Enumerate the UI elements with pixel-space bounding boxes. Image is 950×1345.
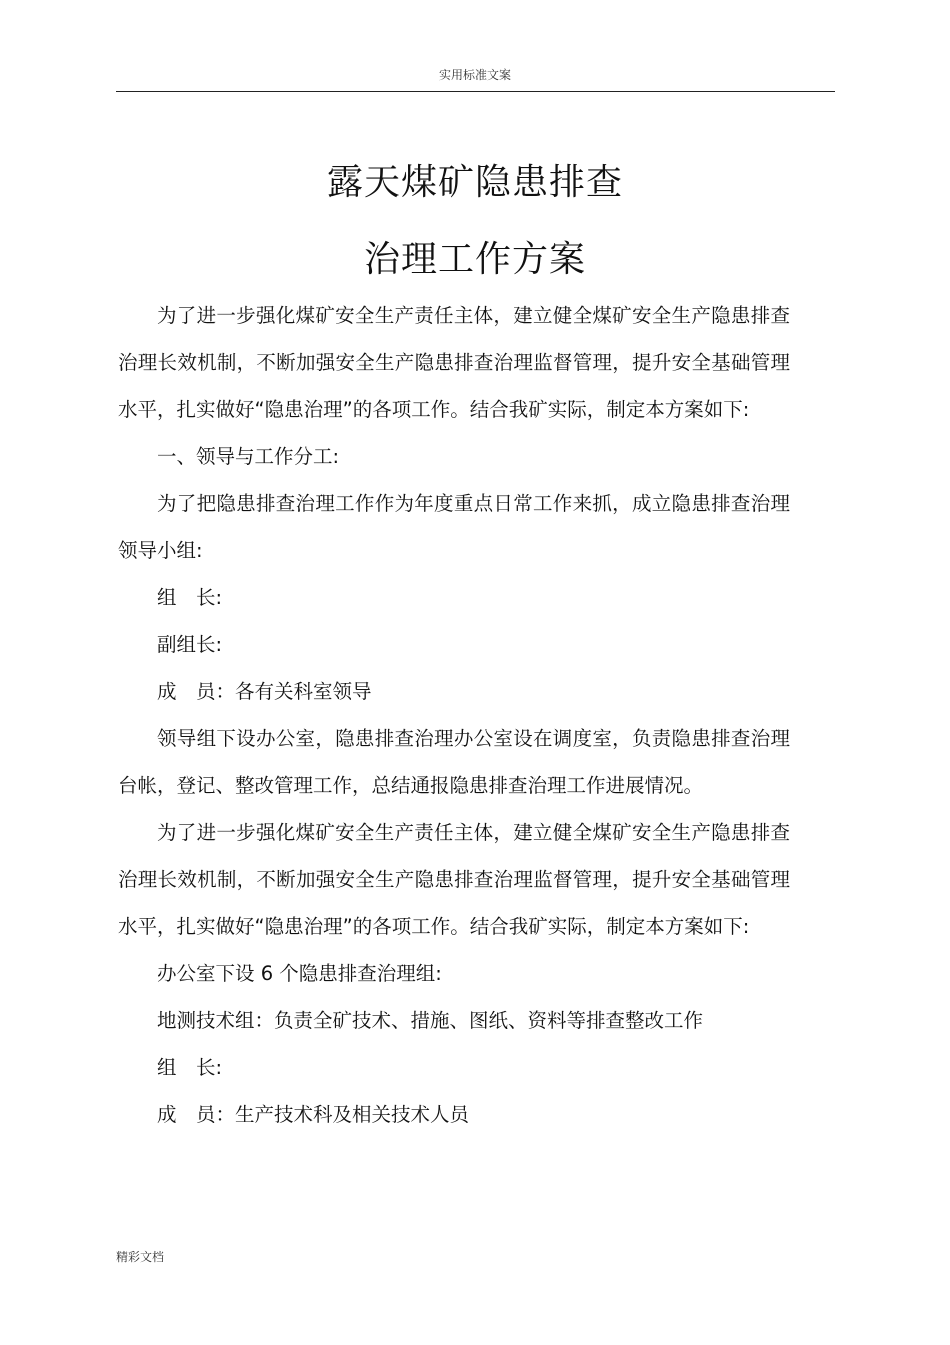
paragraph-office: 领导组下设办公室，隐患排查治理办公室设在调度室，负责隐患排查治理台帐，登记、整改管理工作，总结通报隐患排查治理工作进展情况。 bbox=[118, 727, 790, 797]
document-title-line-1: 露天煤矿隐患排查 bbox=[326, 162, 623, 203]
header-divider bbox=[116, 91, 835, 92]
role-members-2: 成 员：生产技术科及相关技术人员 bbox=[157, 1103, 470, 1126]
paragraph-leading-group: 为了把隐患排查治理工作作为年度重点日常工作来抓，成立隐患排查治理领导小组: bbox=[118, 492, 790, 562]
role-group-leader: 组 长: bbox=[157, 586, 223, 609]
role-members: 成 员：各有关科室领导 bbox=[157, 680, 372, 703]
document-body bbox=[118, 292, 790, 1138]
paragraph-sub-groups: 办公室下设 6 个隐患排查治理组: bbox=[157, 962, 442, 985]
document-title-line-2: 治理工作方案 bbox=[363, 239, 586, 280]
paragraph-intro-repeat: 为了进一步强化煤矿安全生产责任主体，建立健全煤矿安全生产隐患排查治理长效机制，不断加强安全生产隐患排查治理监督管理，提升安全基础管理水平，扎实做好“隐患治理”的各项工作。结合我矿实际，制定本方案如下: bbox=[118, 821, 790, 938]
page-footer: 精彩文档 bbox=[116, 1250, 165, 1264]
role-group-leader-2: 组 长: bbox=[157, 1056, 223, 1079]
paragraph-survey-tech-group: 地测技术组：负责全矿技术、措施、图纸、资料等排查整改工作 bbox=[157, 1009, 704, 1032]
section-heading-leadership: 一、领导与工作分工: bbox=[157, 445, 340, 468]
page-header: 实用标准文案 bbox=[438, 68, 511, 82]
role-deputy-leader: 副组长: bbox=[157, 633, 223, 656]
paragraph-intro: 为了进一步强化煤矿安全生产责任主体，建立健全煤矿安全生产隐患排查治理长效机制，不断加强安全生产隐患排查治理监督管理，提升安全基础管理水平，扎实做好“隐患治理”的各项工作。结合我矿实际，制定本方案如下: bbox=[118, 304, 790, 421]
